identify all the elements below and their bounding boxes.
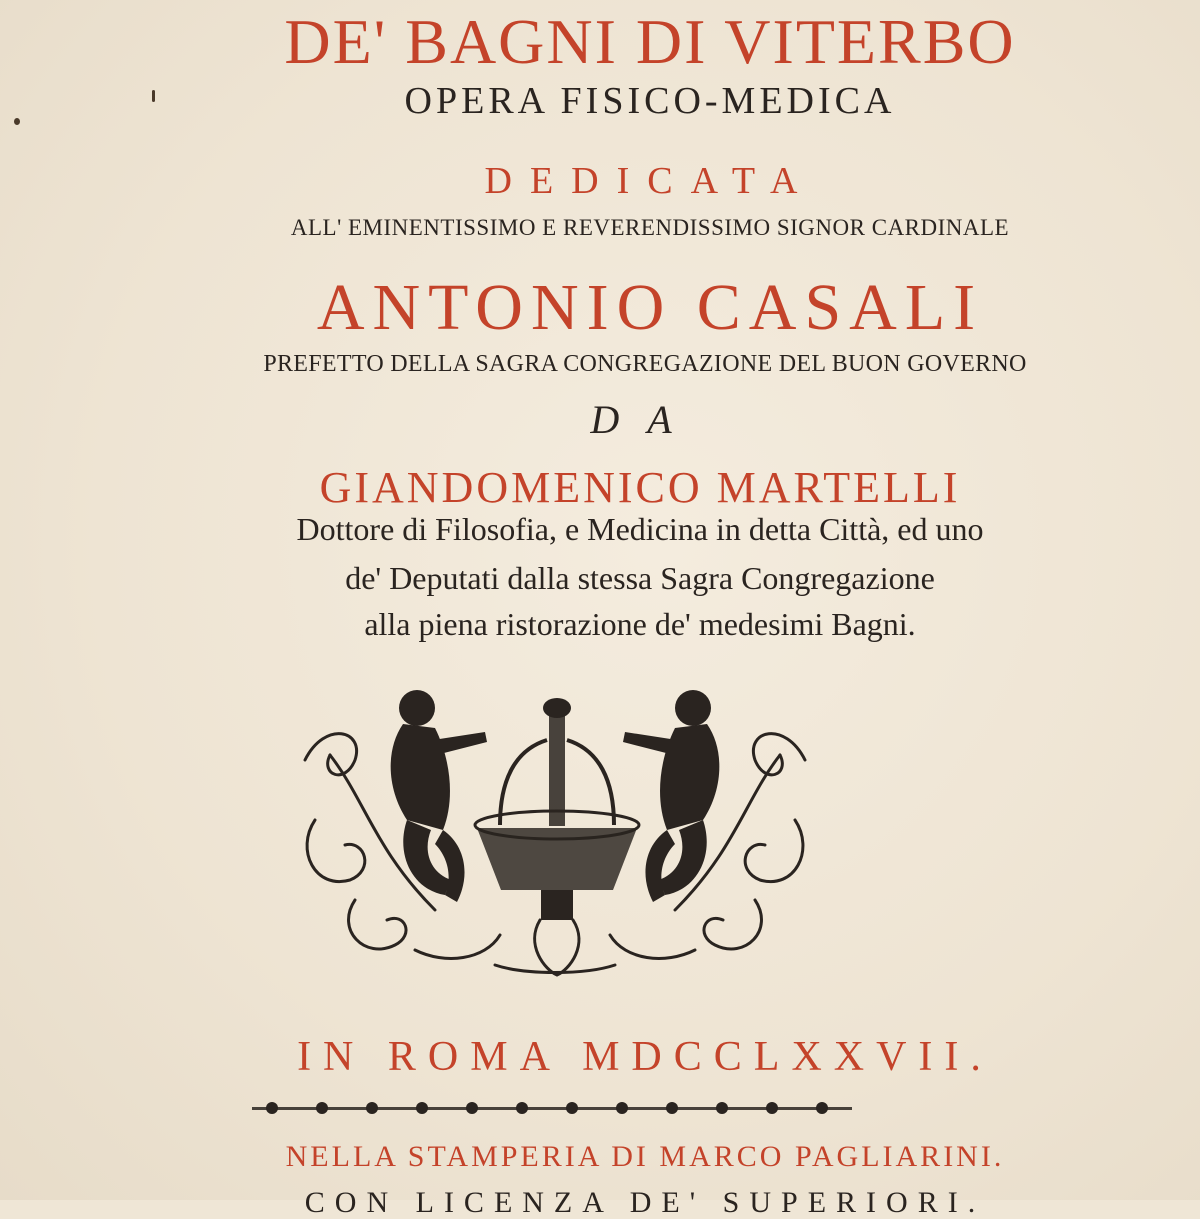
fleuron-ornament-rule (252, 1096, 852, 1122)
imprint-place-year: IN ROMA MDCCLXXVII. (297, 1034, 993, 1080)
author-preposition: DA (590, 397, 700, 442)
dedication-heading: DEDICATA (484, 160, 816, 202)
imprint-printer: NELLA STAMPERIA DI MARCO PAGLIARINI. (285, 1140, 1005, 1173)
author-name: GIANDOMENICO MARTELLI (319, 463, 961, 512)
dedication-recipient-title: ALL' EMINENTISSIMO E REVERENDISSIMO SIGNOR CARDINALE (290, 215, 1010, 240)
author-description-line-2: de' Deputati dalla stessa Sagra Congregazione (345, 560, 935, 596)
fountain-woodcut-vignette (295, 680, 815, 980)
paper-speck (14, 118, 20, 125)
paper-speck (152, 90, 155, 102)
imprint-license: CON LICENZA DE' SUPERIORI. (304, 1186, 986, 1219)
book-subtitle: OPERA FISICO-MEDICA (404, 80, 896, 122)
dedicatee-name: ANTONIO CASALI (316, 271, 984, 344)
book-title: DE' BAGNI DI VITERBO (284, 6, 1016, 77)
author-description-line-1: Dottore di Filosofia, e Medicina in detta Città, ed uno (296, 511, 984, 547)
author-description-line-3: alla piena ristorazione de' medesimi Bagni. (364, 606, 916, 642)
dedicatee-office: PREFETTO DELLA SAGRA CONGREGAZIONE DEL BUON GOVERNO (263, 351, 1027, 377)
